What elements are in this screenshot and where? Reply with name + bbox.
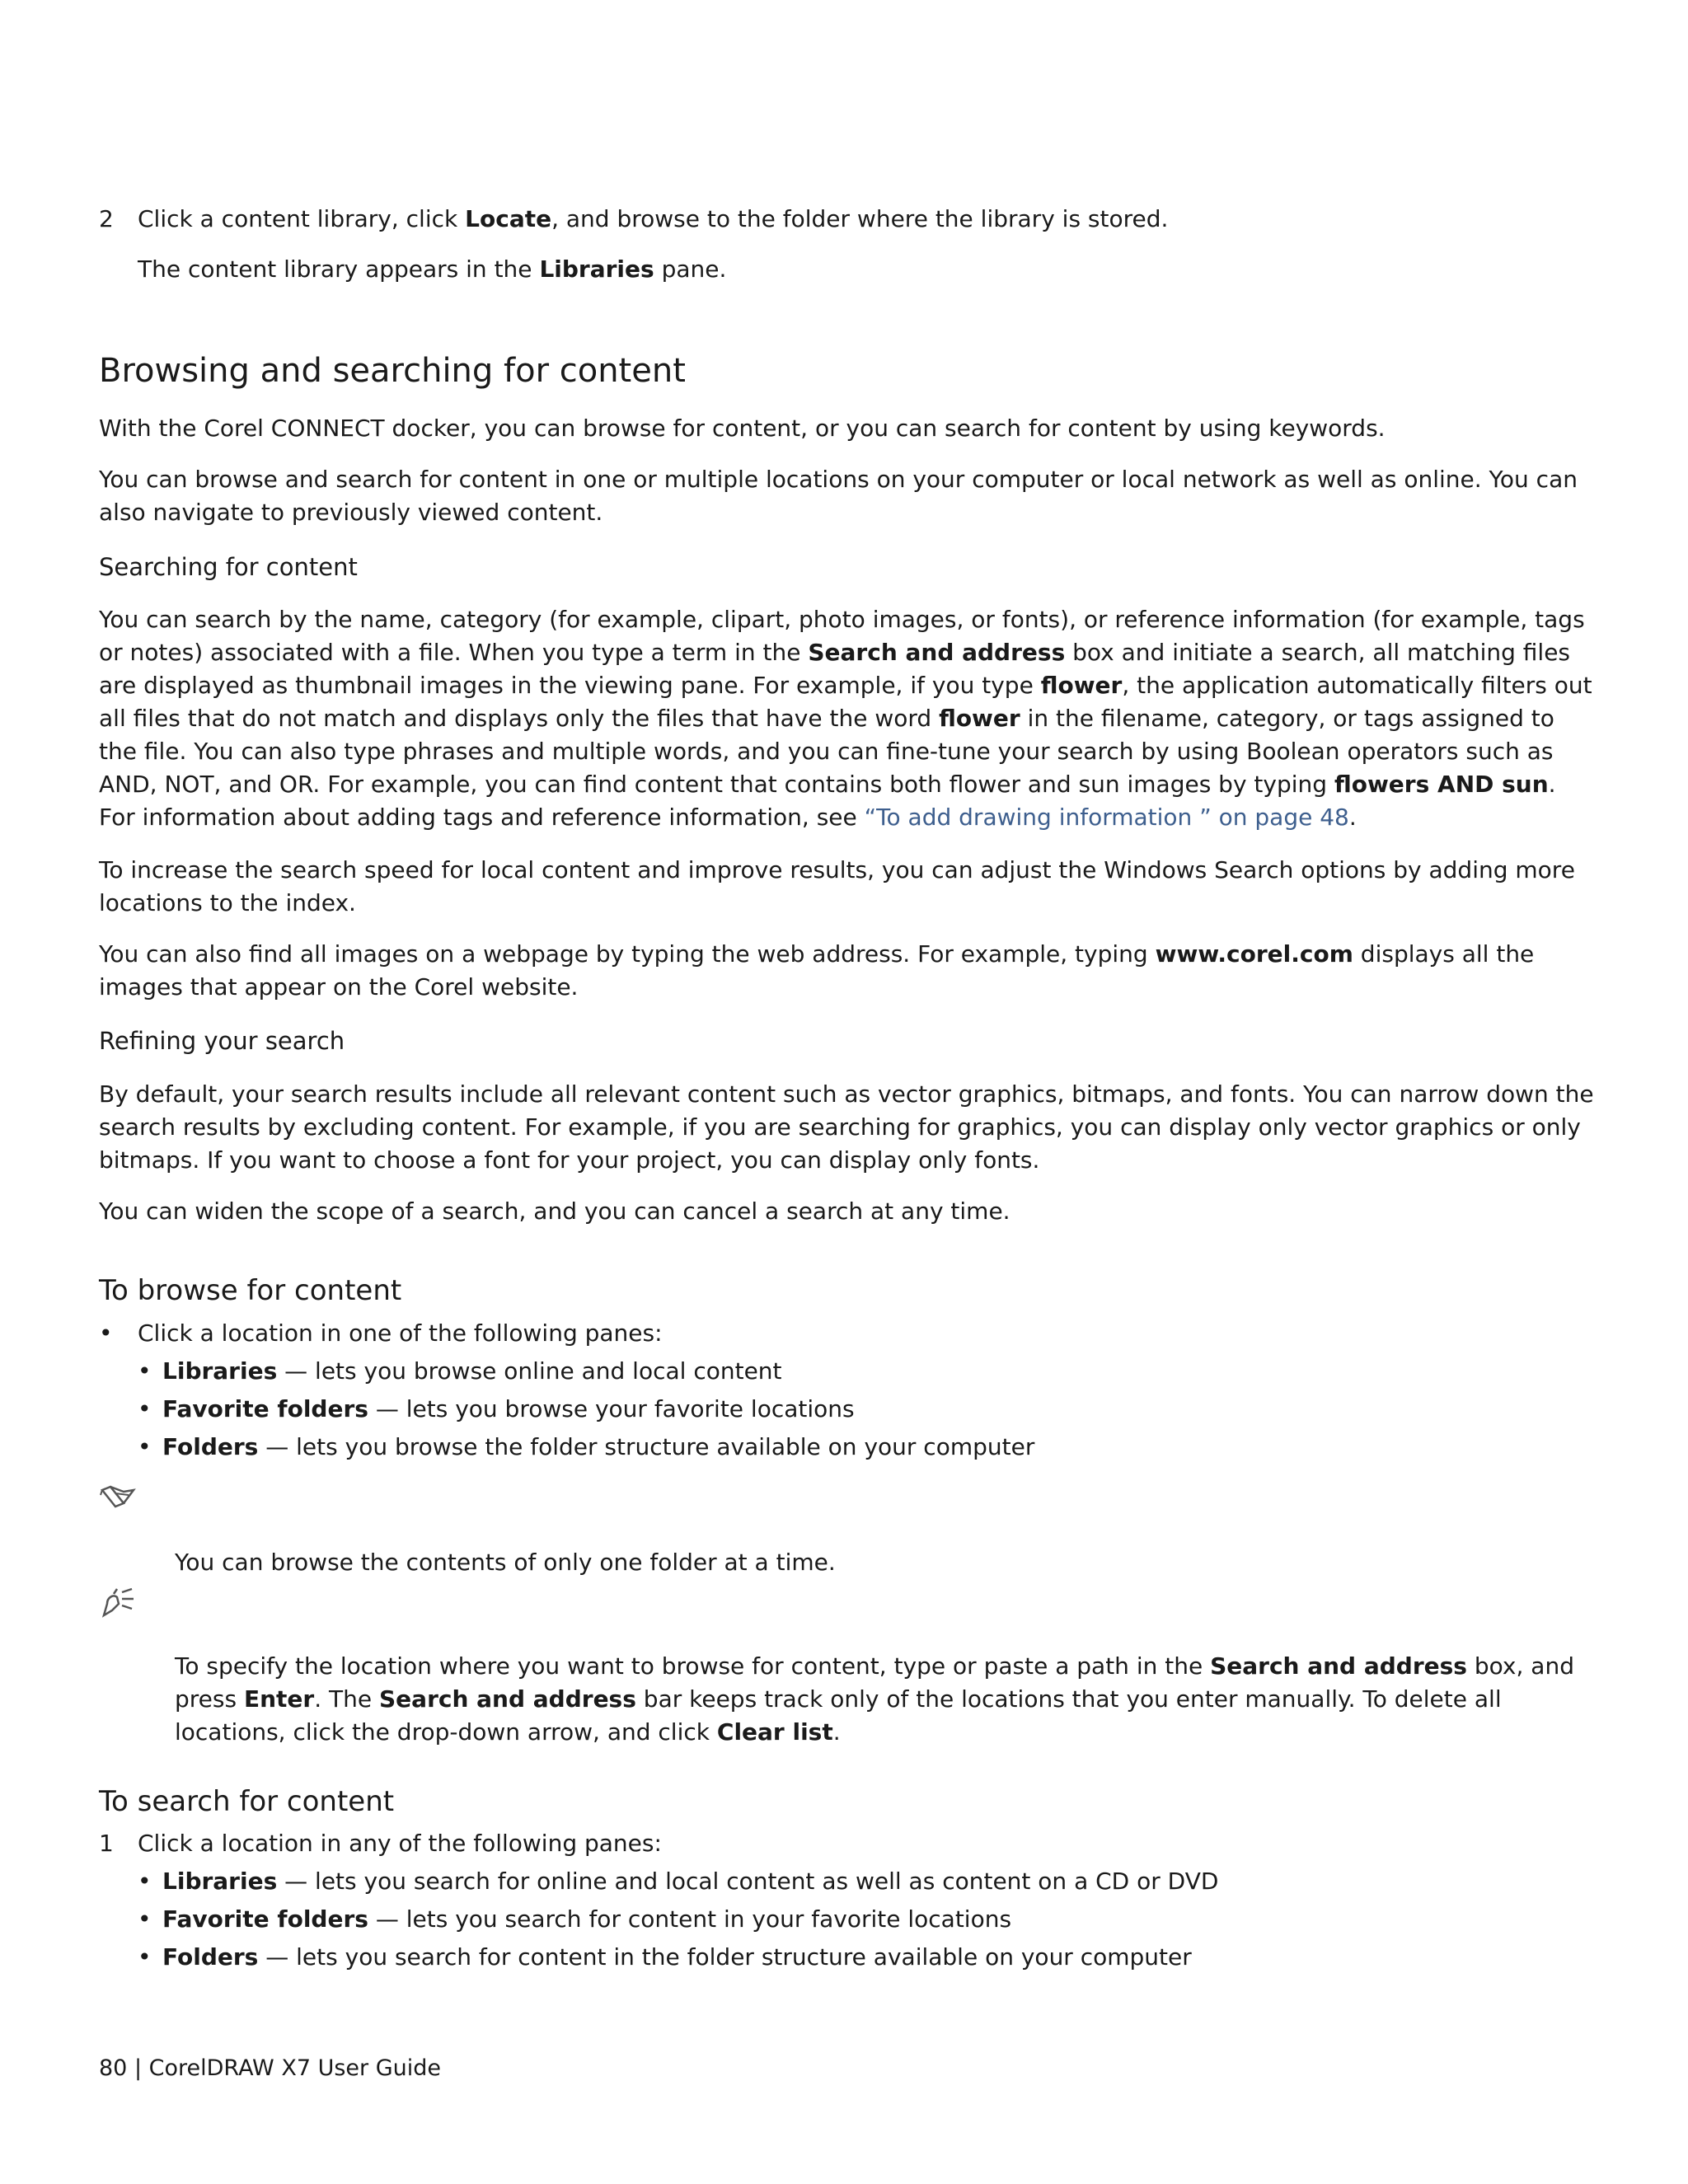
list-item: • Folders — lets you browse the folder structure available on your computer	[138, 1433, 1035, 1460]
list-item: • Favorite folders — lets you browse your favorite locations	[138, 1395, 855, 1422]
drawing-information-link[interactable]: “To add drawing information ” on page 48	[864, 804, 1349, 831]
refining-paragraph-2: You can widen the scope of a search, and you can cancel a search at any time.	[99, 1197, 1010, 1225]
step-text: Click a content library, click Locate, and browse to the folder where the library is stored.	[138, 205, 1169, 232]
browse-intro: Click a location in one of the following panes:	[138, 1319, 663, 1347]
tip-text: To specify the location where you want to browse for content, type or paste a path in the Search and address box, and press Enter. The Search and address bar keeps track only of the locations that you enter manually. To delete all locations, click the drop-down arrow, and click Clear list.	[175, 1652, 1574, 1746]
list-item: • Favorite folders — lets you search for content in your favorite locations	[138, 1905, 1012, 1933]
locate-label: Locate	[465, 205, 552, 232]
tip-hand-icon	[99, 1586, 137, 1619]
step-result: The content library appears in the Libraries pane.	[138, 255, 727, 283]
section-paragraph-1: With the Corel CONNECT docker, you can browse for content, or you can search for content by using keywords.	[99, 415, 1386, 442]
searching-paragraph-1: You can search by the name, category (for example, clipart, photo images, or fonts), or reference information (for example, tags or notes) associated with a file. When you type a term in the Search and address box and initiate a search, all matching files are displayed as thumbnail images in the viewing pane. For example, if you type flower, the application automatically filters out all files that do not match and displays only the files that have the word flower in the filename, category, or tags assigned to the file. You can also type phrases and multiple words, and you can fine-tune your search by using Boolean operators such as AND, NOT, and OR. For example, you can find content that contains both flower and sun images by typing flowers AND sun. For information about adding tags and reference information, see “To add drawing information ” on page 48.	[99, 606, 1592, 831]
refining-paragraph-1: By default, your search results include all relevant content such as vector graphics, bitmaps, and fonts. You can narrow down the search results by excluding content. For example, if you are searching for graphics, you can display only vector graphics or only bitmaps. If you want to choose a font for your project, you can display only fonts.	[99, 1080, 1594, 1174]
section-paragraph-2: You can browse and search for content in one or multiple locations on your computer or local network as well as online. You can also navigate to previously viewed content.	[99, 466, 1578, 526]
list-item: • Folders — lets you search for content in the folder structure available on your computer	[138, 1943, 1192, 1971]
step-number: 1	[99, 1830, 114, 1857]
browse-heading: To browse for content	[99, 1274, 402, 1307]
section-title: Browsing and searching for content	[99, 352, 686, 390]
note-text: You can browse the contents of only one folder at a time.	[175, 1549, 836, 1576]
libraries-label: Libraries	[539, 255, 654, 283]
browse-bullet: •	[99, 1319, 113, 1347]
note-pen-icon	[99, 1482, 137, 1515]
searching-paragraph-3: You can also find all images on a webpage by typing the web address. For example, typing www.corel.com displays all the images that appear on the Corel website.	[99, 940, 1535, 1001]
search-heading: To search for content	[99, 1785, 395, 1818]
step-number: 2	[99, 205, 114, 232]
searching-heading: Searching for content	[99, 553, 358, 581]
page-footer: 80 | CorelDRAW X7 User Guide	[99, 2055, 442, 2081]
refining-heading: Refining your search	[99, 1027, 345, 1055]
searching-paragraph-2: To increase the search speed for local content and improve results, you can adjust the Windows Search options by adding more locations to the index.	[99, 856, 1575, 916]
list-item: • Libraries — lets you browse online and local content	[138, 1357, 782, 1385]
search-intro: Click a location in any of the following panes:	[138, 1830, 662, 1857]
list-item: • Libraries — lets you search for online and local content as well as content on a CD or DVD	[138, 1868, 1219, 1895]
